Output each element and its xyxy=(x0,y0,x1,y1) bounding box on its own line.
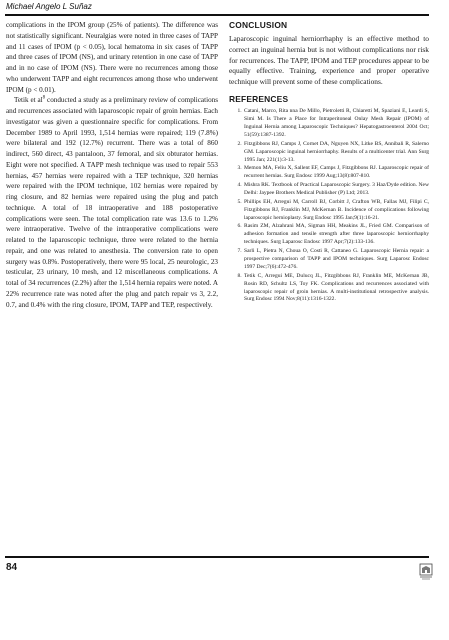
conclusion-heading: CONCLUSION xyxy=(229,20,288,30)
reference-item: 1. Catani, Marco, Rita nna De Millo, Pietroletti R, Chiaretti M, Spaziani E, Leardi S, Simi M. Is There a Place for Intraperitoneal Onlay Mesh Repair (IPOM) of Inguinal Hernia among Laparoscopic Techniques? Hepatogastroenterol 2004 Oct; 51(59):1387-1392. xyxy=(243,108,429,140)
citation-author: Tetik et al xyxy=(14,96,43,105)
reference-item: 8. Tetik C, Arregui ME, Dulucq JL, Fitzgibbons RJ, Franklin ME, McKernan JB, Rosin RD, Schultz LS, Toy FK. Complications and recurrences associated with laparoscopic repair of groin hernias. A multi-institutional retrospective analysis. Surg Endosc 1994 Nov;8(11):1316-1322. xyxy=(243,273,429,305)
left-column xyxy=(6,20,218,310)
running-header: Michael Angelo L Suñaz xyxy=(6,2,92,11)
reference-item: 7. Sarli L, Pietra N, Choua O, Costi R, Cattaneo G. Laparoscopic Hernia repair: a prospective comparison of TAPP and IPOM techniques. Surg Laparosc Endosc 1997 Dec;7(6):472-476. xyxy=(243,248,429,272)
publisher-logo-icon xyxy=(419,562,433,580)
reference-item: 3. Memon MA, Feliu X, Sallent EF, Camps J, Fitzgibbons RJ. Laparoscopic repair of recurrent hernias. Surg Endosc 1999 Aug;13(8):807-810. xyxy=(243,165,429,181)
footer-rule xyxy=(5,556,429,558)
page-number: 84 xyxy=(6,562,18,573)
body-paragraph-2-text: conducted a study as a preliminary review of complications and recurrences associated with laparoscopic repair of groin hernias. Each investigator was given a questionnaire specific for complications. From December 1989 to April 1993, 1,514 hernias were repaired; 119 (7.8%) were bilateral and 192 (12.7%) recurrent. There was a total of 860 indirect, 560 direct, 43 pantaloon, 37 femoral, and six obturator hernias. Eight were not specified. A TAPP mesh technique was used to repair 553 hernias, 457 hernias were repaired with a TEP technique, 320 hernias were repaired with the IPOM technique, 102 hernias were repaired by ring closure, and 82 hernias were repaired using the plug and patch technique. A total of 18 intraoperative and 188 postoperative complications were seen. The total complication rate was 13.6 to 1.2% were intraoperative. Twelve of the intraoperative complications were related to the laparoscopic technique, three were related to the hernia repair, and one was related to anesthesia. The conversion rate to open surgery was 0.8%. Postoperatively, there were 95 local, 25 neurologic, 23 testicular, 23 urinary, 10 mesh, and 12 miscellaneous complications. A total of 34 recurrences (2.2%) after the 1,514 hernia repairs were noted. A 22% recurrence rate was noted after the plug and patch repair vs 3, 2.2, 0.7, and 0.4% with the ring closure, IPOM, TAPP and TEP, respectively. xyxy=(6,96,218,309)
reference-item: 2. Fitzgibbons RJ, Camps J, Cornet DA, Nguyen NX, Litke BS, Annibali R, Salerno GM. Laparoscopic inguinal herniorrhaphy. Results of a multicenter trial. Ann Surg 1995 Jan; 221(1):3-13. xyxy=(243,141,429,165)
reference-item: 5. Phillips EH, Arregui M, Carroll BJ, Corbitt J, Crafton WB, Fallas MJ, Filipi C, Fitzgibbons RJ, Franklin MJ, McKernan B. Incidence of complications following laparoscopic hernioplasty. Surg Endosc 1995 Jan;9(1):16-21. xyxy=(243,199,429,223)
references-heading: REFERENCES xyxy=(229,93,289,104)
citation-superscript: 8 xyxy=(42,95,46,101)
reference-item: 4. Mishra RK. Textbook of Practical Laparoscopic Surgery. 3 Haz/Dyde edition. New Delhi: Jaypee Brothers Medical Publisher (P) Ltd; 2013. xyxy=(243,182,429,198)
right-column xyxy=(229,20,429,305)
body-paragraph-1: complications in the IPOM group (25% of patients). The difference was not statistically significant. Neuralgias were noted in three cases of TAPP and 11 cases of IPOM (p < 0.05), local hematoma in six cases of TAPP and three cases of IPOM (NS), and urinary retention in one case of TAPP and in no case of IPOM (NS). There were no recurrences among those who underwent TAPP and eight recurrences among those who underwent IPOM (p < 0.01). xyxy=(6,21,218,94)
reference-item: 6. Rasim ZM, Alzahrani MA, Sigman HH, Meakins JL, Fried GM. Comparison of adhesion formation and tensile strength after three laparoscopic herniorrhaphy techniques. Surg Laparosc Endosc 1997 Apr;7(2):133-136. xyxy=(243,223,429,247)
body-paragraph-2 xyxy=(6,95,218,310)
header-rule xyxy=(5,14,429,16)
reference-list xyxy=(229,108,429,304)
conclusion-text: Laparoscopic inguinal herniorrhaphy is an effective method to correct an inguinal hernia but is not without complications nor risk for recurrences. The TAPP, IPOM and TEP procedures appear to be equally effective. Training, experience and proper operative technique will prevent some of these complications. xyxy=(229,34,429,87)
